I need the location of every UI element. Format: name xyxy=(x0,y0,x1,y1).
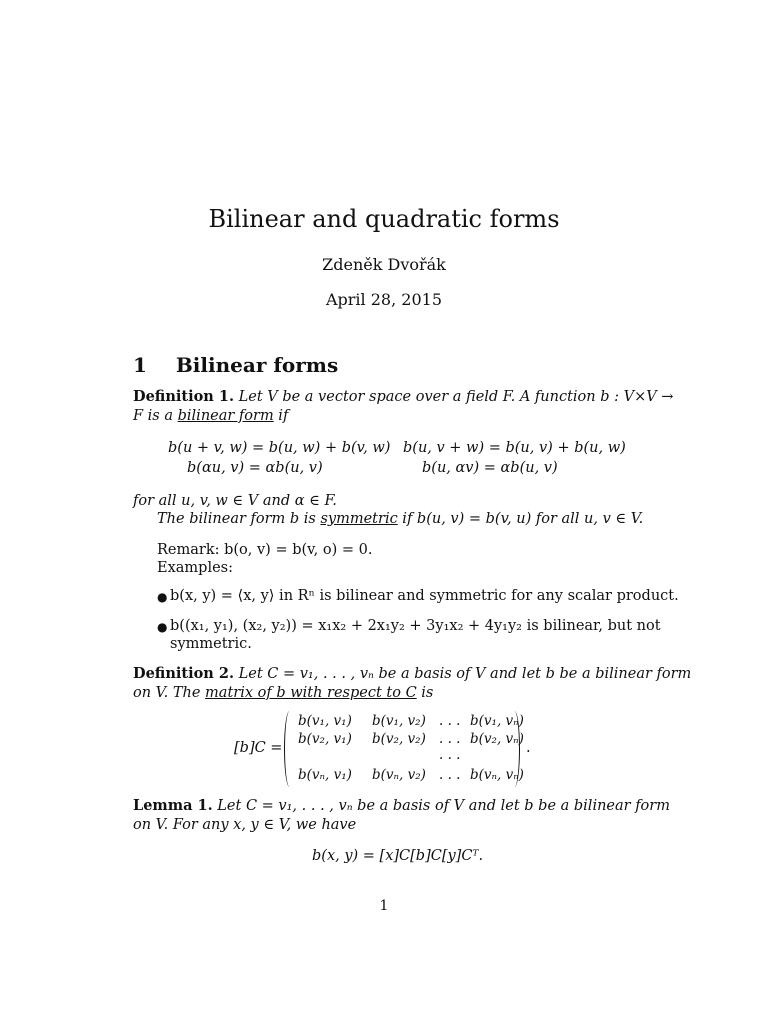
equation-left-1: b(u + v, w) = b(u, w) + b(v, w) xyxy=(168,440,391,456)
definition-2-text: Let C = v₁, . . . , vₙ be a basis of V and let b be a bilinear form xyxy=(238,666,692,682)
matrix-cell: b(v₂, v₂) xyxy=(372,731,426,747)
definition-2-label: Definition 2. xyxy=(133,665,234,682)
section-number: 1 xyxy=(133,353,147,377)
lemma-1-line-1 xyxy=(133,797,670,814)
remark: Remark: b(o, v) = b(v, o) = 0. xyxy=(157,542,373,558)
bullet-icon: ● xyxy=(157,620,168,634)
definition-1-line-2-post: if xyxy=(273,408,289,424)
definition-2-line-2 xyxy=(133,685,433,701)
matrix-row xyxy=(298,747,508,765)
section-heading xyxy=(133,353,338,377)
symmetric-definition xyxy=(157,511,643,527)
matrix-cell: . . . xyxy=(439,747,461,763)
matrix-cell: b(v₁, v₂) xyxy=(372,713,426,729)
matrix-cell: . . . xyxy=(439,731,461,747)
equation-left-2: b(αu, v) = αb(u, v) xyxy=(187,460,323,476)
paper-title: Bilinear and quadratic forms xyxy=(208,205,560,233)
matrix-cell: b(vₙ, v₂) xyxy=(372,767,426,783)
term-matrix-of-b: matrix of b with respect to C xyxy=(205,685,417,701)
lemma-1-text: Let C = v₁, . . . , vₙ be a basis of V and let b be a bilinear form xyxy=(217,798,670,814)
example-1: b(x, y) = ⟨x, y⟩ in Rⁿ is bilinear and symmetric for any scalar product. xyxy=(170,588,679,604)
matrix-end-period: . xyxy=(526,740,531,756)
lemma-1-label: Lemma 1. xyxy=(133,797,213,814)
example-2-line-1: b((x₁, y₁), (x₂, y₂)) = x₁x₂ + 2x₁y₂ + 3y₁x₂ + 4y₁y₂ is bilinear, but not xyxy=(170,618,661,634)
matrix-cell: b(vₙ, vₙ) xyxy=(470,767,524,783)
symmetric-post: if b(u, v) = b(v, u) for all u, v ∈ V. xyxy=(397,511,644,527)
matrix-cell: b(v₂, v₁) xyxy=(298,731,352,747)
definition-2-line-2-post: is xyxy=(416,685,434,701)
matrix-cell: . . . xyxy=(439,767,461,783)
definition-2-line-2-pre: on V. The xyxy=(133,685,206,701)
symmetric-pre: The bilinear form b is xyxy=(157,511,321,527)
matrix-cell: b(v₁, v₁) xyxy=(298,713,352,729)
left-paren xyxy=(284,711,295,787)
page-number: 1 xyxy=(379,898,389,914)
matrix-cell: . . . xyxy=(439,713,461,729)
examples-label: Examples: xyxy=(157,560,233,576)
date: April 28, 2015 xyxy=(325,290,442,309)
matrix xyxy=(284,711,524,787)
equation-right-1: b(u, v + w) = b(u, v) + b(u, w) xyxy=(403,440,626,456)
matrix-cell: b(v₁, vₙ) xyxy=(470,713,524,729)
definition-1-after: for all u, v, w ∈ V and α ∈ F. xyxy=(133,493,337,509)
definition-2-line-1 xyxy=(133,665,691,682)
definition-1-text: Let V be a vector space over a field F. A function b : V×V → xyxy=(238,389,674,405)
definition-1-label: Definition 1. xyxy=(133,388,234,405)
definition-1-line-2 xyxy=(133,408,288,424)
section-title: Bilinear forms xyxy=(175,353,339,377)
definition-1-line-1 xyxy=(133,388,673,405)
bullet-icon: ● xyxy=(157,590,168,604)
example-2-line-2: symmetric. xyxy=(170,636,252,652)
equation-right-2: b(u, αv) = αb(u, v) xyxy=(422,460,558,476)
definition-1-line-2-pre: F is a xyxy=(133,408,178,424)
matrix-lhs: [b]C = xyxy=(234,740,283,756)
lemma-1-equation: b(x, y) = [x]C[b]C[y]Cᵀ. xyxy=(312,848,484,864)
term-symmetric: symmetric xyxy=(320,511,398,527)
lemma-1-line-2: on V. For any x, y ∈ V, we have xyxy=(133,817,357,833)
matrix-cell: b(v₂, vₙ) xyxy=(470,731,524,747)
matrix-row xyxy=(298,767,524,785)
matrix-cell: b(vₙ, v₁) xyxy=(298,767,352,783)
matrix-row xyxy=(298,713,524,731)
term-bilinear-form: bilinear form xyxy=(177,408,274,424)
author: Zdeněk Dvořák xyxy=(322,255,446,274)
